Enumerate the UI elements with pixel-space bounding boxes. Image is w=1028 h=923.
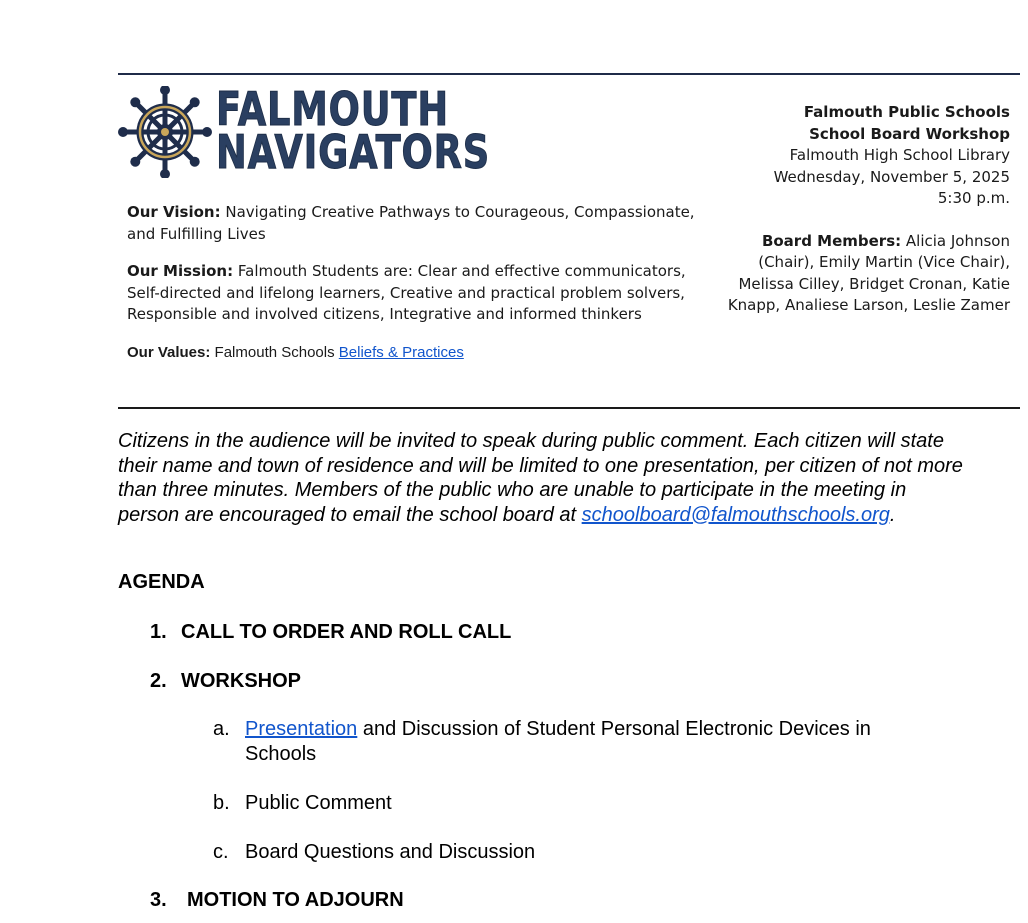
public-comment-notice	[118, 429, 968, 527]
meeting-time: 5:30 p.m.	[937, 189, 1010, 207]
subitem-letter: a.	[213, 718, 230, 740]
notice-end: .	[889, 503, 896, 526]
agenda-item-number: 2.	[150, 670, 167, 692]
values-statement	[127, 342, 697, 364]
agenda-item-2	[150, 669, 301, 694]
agenda-item-number: 3.	[150, 889, 167, 911]
district-statements	[127, 202, 697, 379]
meeting-location: Falmouth High School Library	[789, 146, 1010, 164]
meeting-details	[720, 102, 1010, 317]
agenda-subitem-a	[213, 717, 933, 766]
values-label: Our Values:	[127, 343, 211, 361]
ships-wheel-icon	[118, 86, 212, 178]
org-name: Falmouth Public Schools	[803, 103, 1010, 121]
board-members-list: Alicia Johnson (Chair), Emily Martin (Vice Chair), Melissa Cilley, Bridget Cronan, Katie Knapp, Analiese Larson, Leslie Zamer	[727, 231, 1010, 314]
section-divider	[118, 407, 1020, 409]
agenda-item-number: 1.	[150, 621, 167, 643]
board-members	[720, 231, 1010, 317]
school-board-email-link[interactable]: schoolboard@falmouthschools.org	[581, 503, 890, 526]
agenda-item-text: CALL TO ORDER AND ROLL CALL	[181, 621, 512, 643]
logo-line-2: NAVIGATORS	[216, 125, 491, 179]
district-logo	[118, 82, 491, 179]
top-divider	[118, 73, 1020, 75]
notice-text: Citizens in the audience will be invited to speak during public comment. Each citizen will state their name and town of residence and will be limited to one presentation, per citizen of not more than three minutes. Members of the public who are unable to participate in the meeting in person are encouraged to email the school board at	[118, 430, 963, 526]
subitem-text: and Discussion of Student Personal Electronic Devices in Schools	[245, 718, 871, 765]
beliefs-practices-link[interactable]: Beliefs & Practices	[338, 343, 464, 361]
values-text: Falmouth Schools	[214, 343, 335, 361]
agenda-subitem-c	[213, 840, 933, 865]
agenda-item-text: WORKSHOP	[181, 670, 301, 692]
vision-label: Our Vision:	[127, 203, 221, 221]
mission-text: Falmouth Students are: Clear and effective communicators, Self-directed and lifelong learners, Creative and practical problem solvers, Responsible and involved citizens, Integrative and informed thinkers	[127, 262, 686, 323]
subitem-letter: c.	[213, 841, 229, 863]
agenda-heading: AGENDA	[118, 571, 205, 593]
agenda-item-1	[150, 620, 511, 645]
agenda-item-3	[150, 888, 404, 913]
agenda-subitem-b	[213, 791, 933, 816]
agenda-item-text: MOTION TO ADJOURN	[187, 889, 404, 911]
meeting-type: School Board Workshop	[809, 124, 1010, 143]
logo-line-1: FALMOUTH	[216, 82, 449, 136]
mission-statement	[127, 261, 697, 326]
subitem-text: Public Comment	[245, 792, 392, 814]
subitem-letter: b.	[213, 792, 230, 814]
vision-text: Navigating Creative Pathways to Courageous, Compassionate, and Fulfilling Lives	[127, 203, 695, 243]
presentation-link[interactable]: Presentation	[245, 718, 358, 740]
board-members-label: Board Members:	[761, 231, 902, 250]
mission-label: Our Mission:	[127, 262, 234, 280]
vision-statement	[127, 202, 697, 245]
subitem-text: Board Questions and Discussion	[245, 841, 536, 863]
meeting-date: Wednesday, November 5, 2025	[773, 167, 1010, 186]
